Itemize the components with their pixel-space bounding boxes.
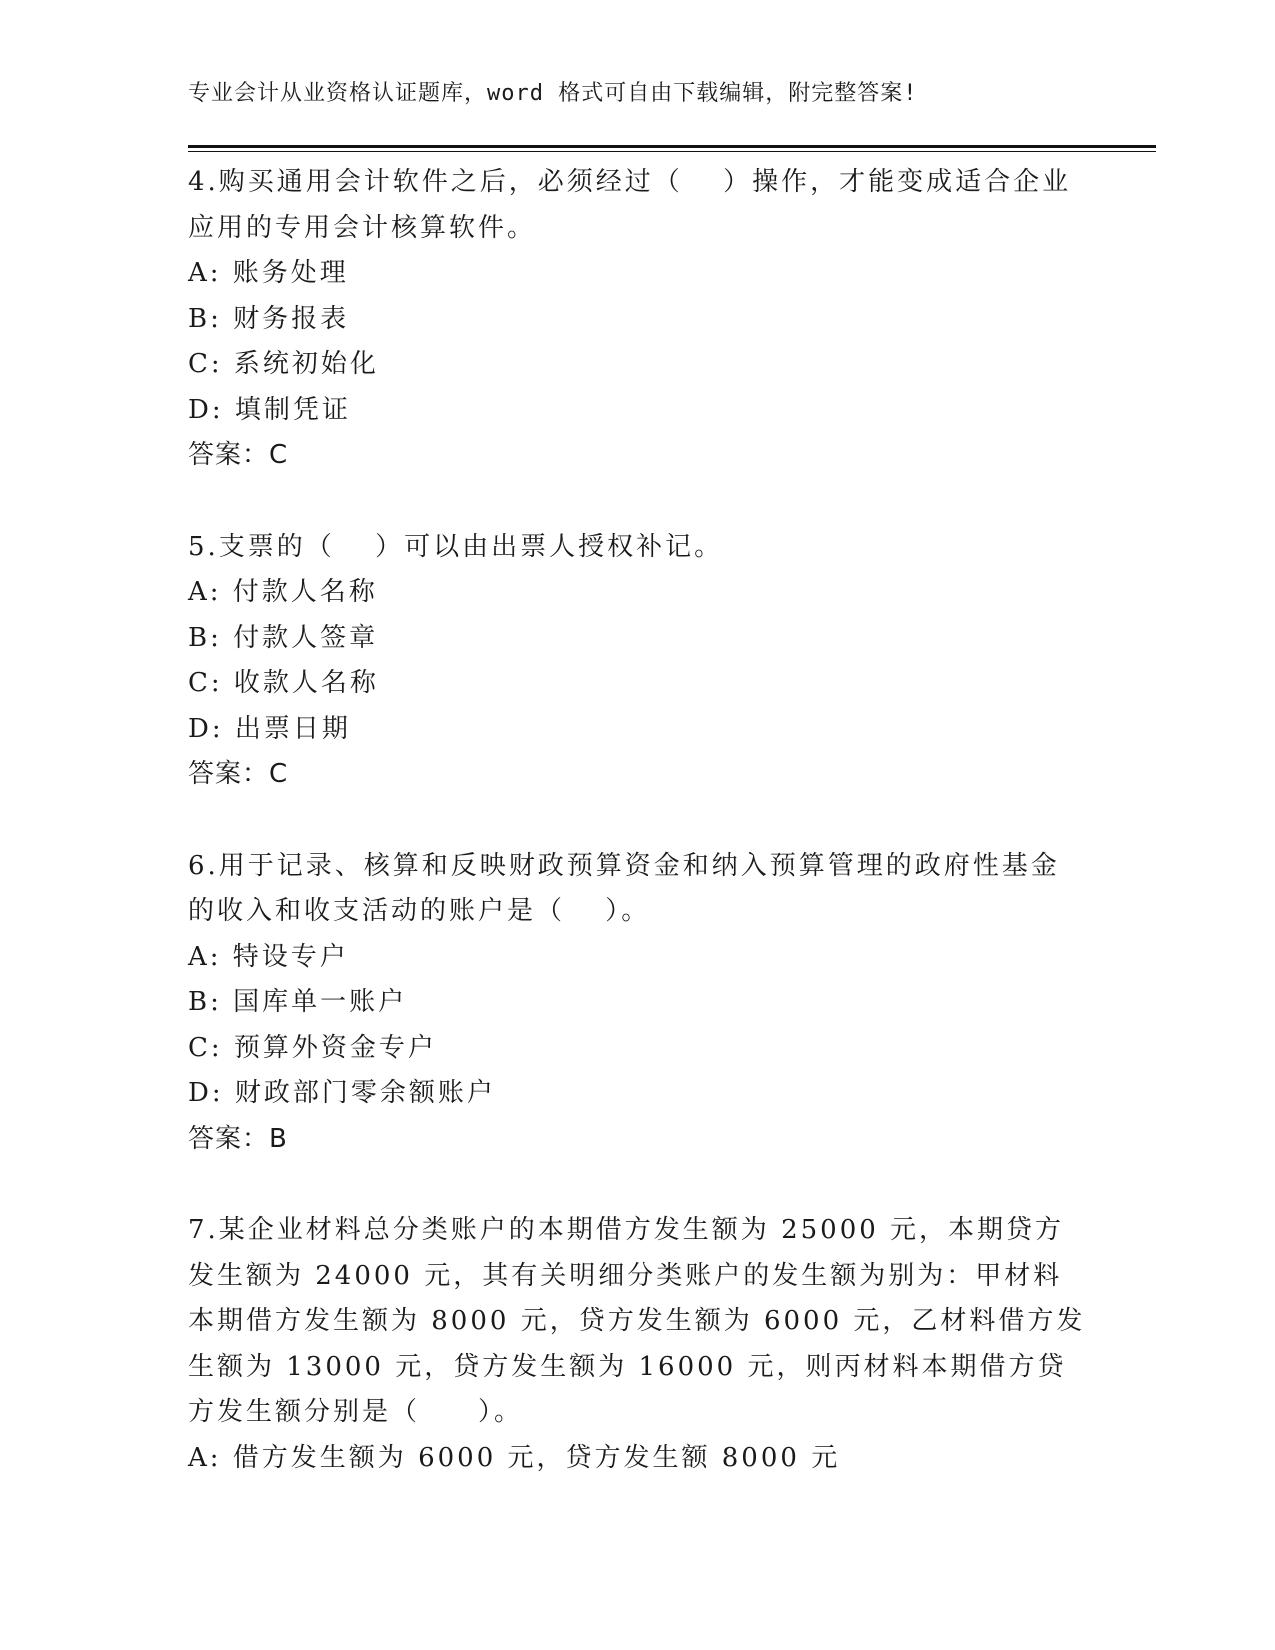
document-body [188,160,1088,1527]
option-d: D: 财政部门零余额账户 [188,1078,496,1108]
question-5 [188,525,1088,798]
option-b: B: 付款人签章 [188,622,379,653]
question-7 [188,1208,1088,1481]
question-text: 4.购买通用会计软件之后，必须经过（ ）操作，才能变成适合企业应用的专用会计核算软件。 [188,167,1072,243]
header-rule-thin [188,151,1156,152]
option-a: A: 付款人名称 [188,577,378,607]
option-a: A: 特设专户 [188,941,349,972]
page-header: 专业会计从业资格认证题库，word 格式可自由下载编辑，附完整答案! [188,81,918,106]
header-rule-thick [188,145,1156,148]
option-b: B: 财务报表 [188,303,350,334]
question-4 [188,160,1088,479]
option-c: C: 收款人名称 [188,668,379,698]
option-d: D: 填制凭证 [188,394,351,425]
option-d: D: 出票日期 [188,713,351,744]
option-b: B: 国库单一账户 [188,987,408,1017]
answer: 答案：B [188,1123,288,1154]
answer: 答案：C [188,759,289,789]
option-a: A: 借方发生额为 6000 元，贷方发生额 8000 元 [188,1442,841,1473]
option-a: A: 账务处理 [188,258,349,288]
question-6 [188,844,1088,1163]
question-text: 5.支票的（ ）可以由出票人授权补记。 [188,531,724,562]
question-text: 6.用于记录、核算和反映财政预算资金和纳入预算管理的政府性基金的收入和收支活动的账户是（ ）。 [188,850,1060,926]
option-c: C: 预算外资金专户 [188,1032,437,1063]
answer: 答案：C [188,440,289,470]
option-c: C: 系统初始化 [188,349,379,379]
question-text: 7.某企业材料总分类账户的本期借方发生额为 25000 元，本期贷方发生额为 24000 元，其有关明细分类账户的发生额为别为：甲材料本期借方发生额为 8000 元，贷方发生额为 6000 元，乙材料借方发生额为 13000 元，贷方发生额为 16000 元，则丙材料本期借方贷方发生额分别是（ ）。 [188,1215,1086,1427]
